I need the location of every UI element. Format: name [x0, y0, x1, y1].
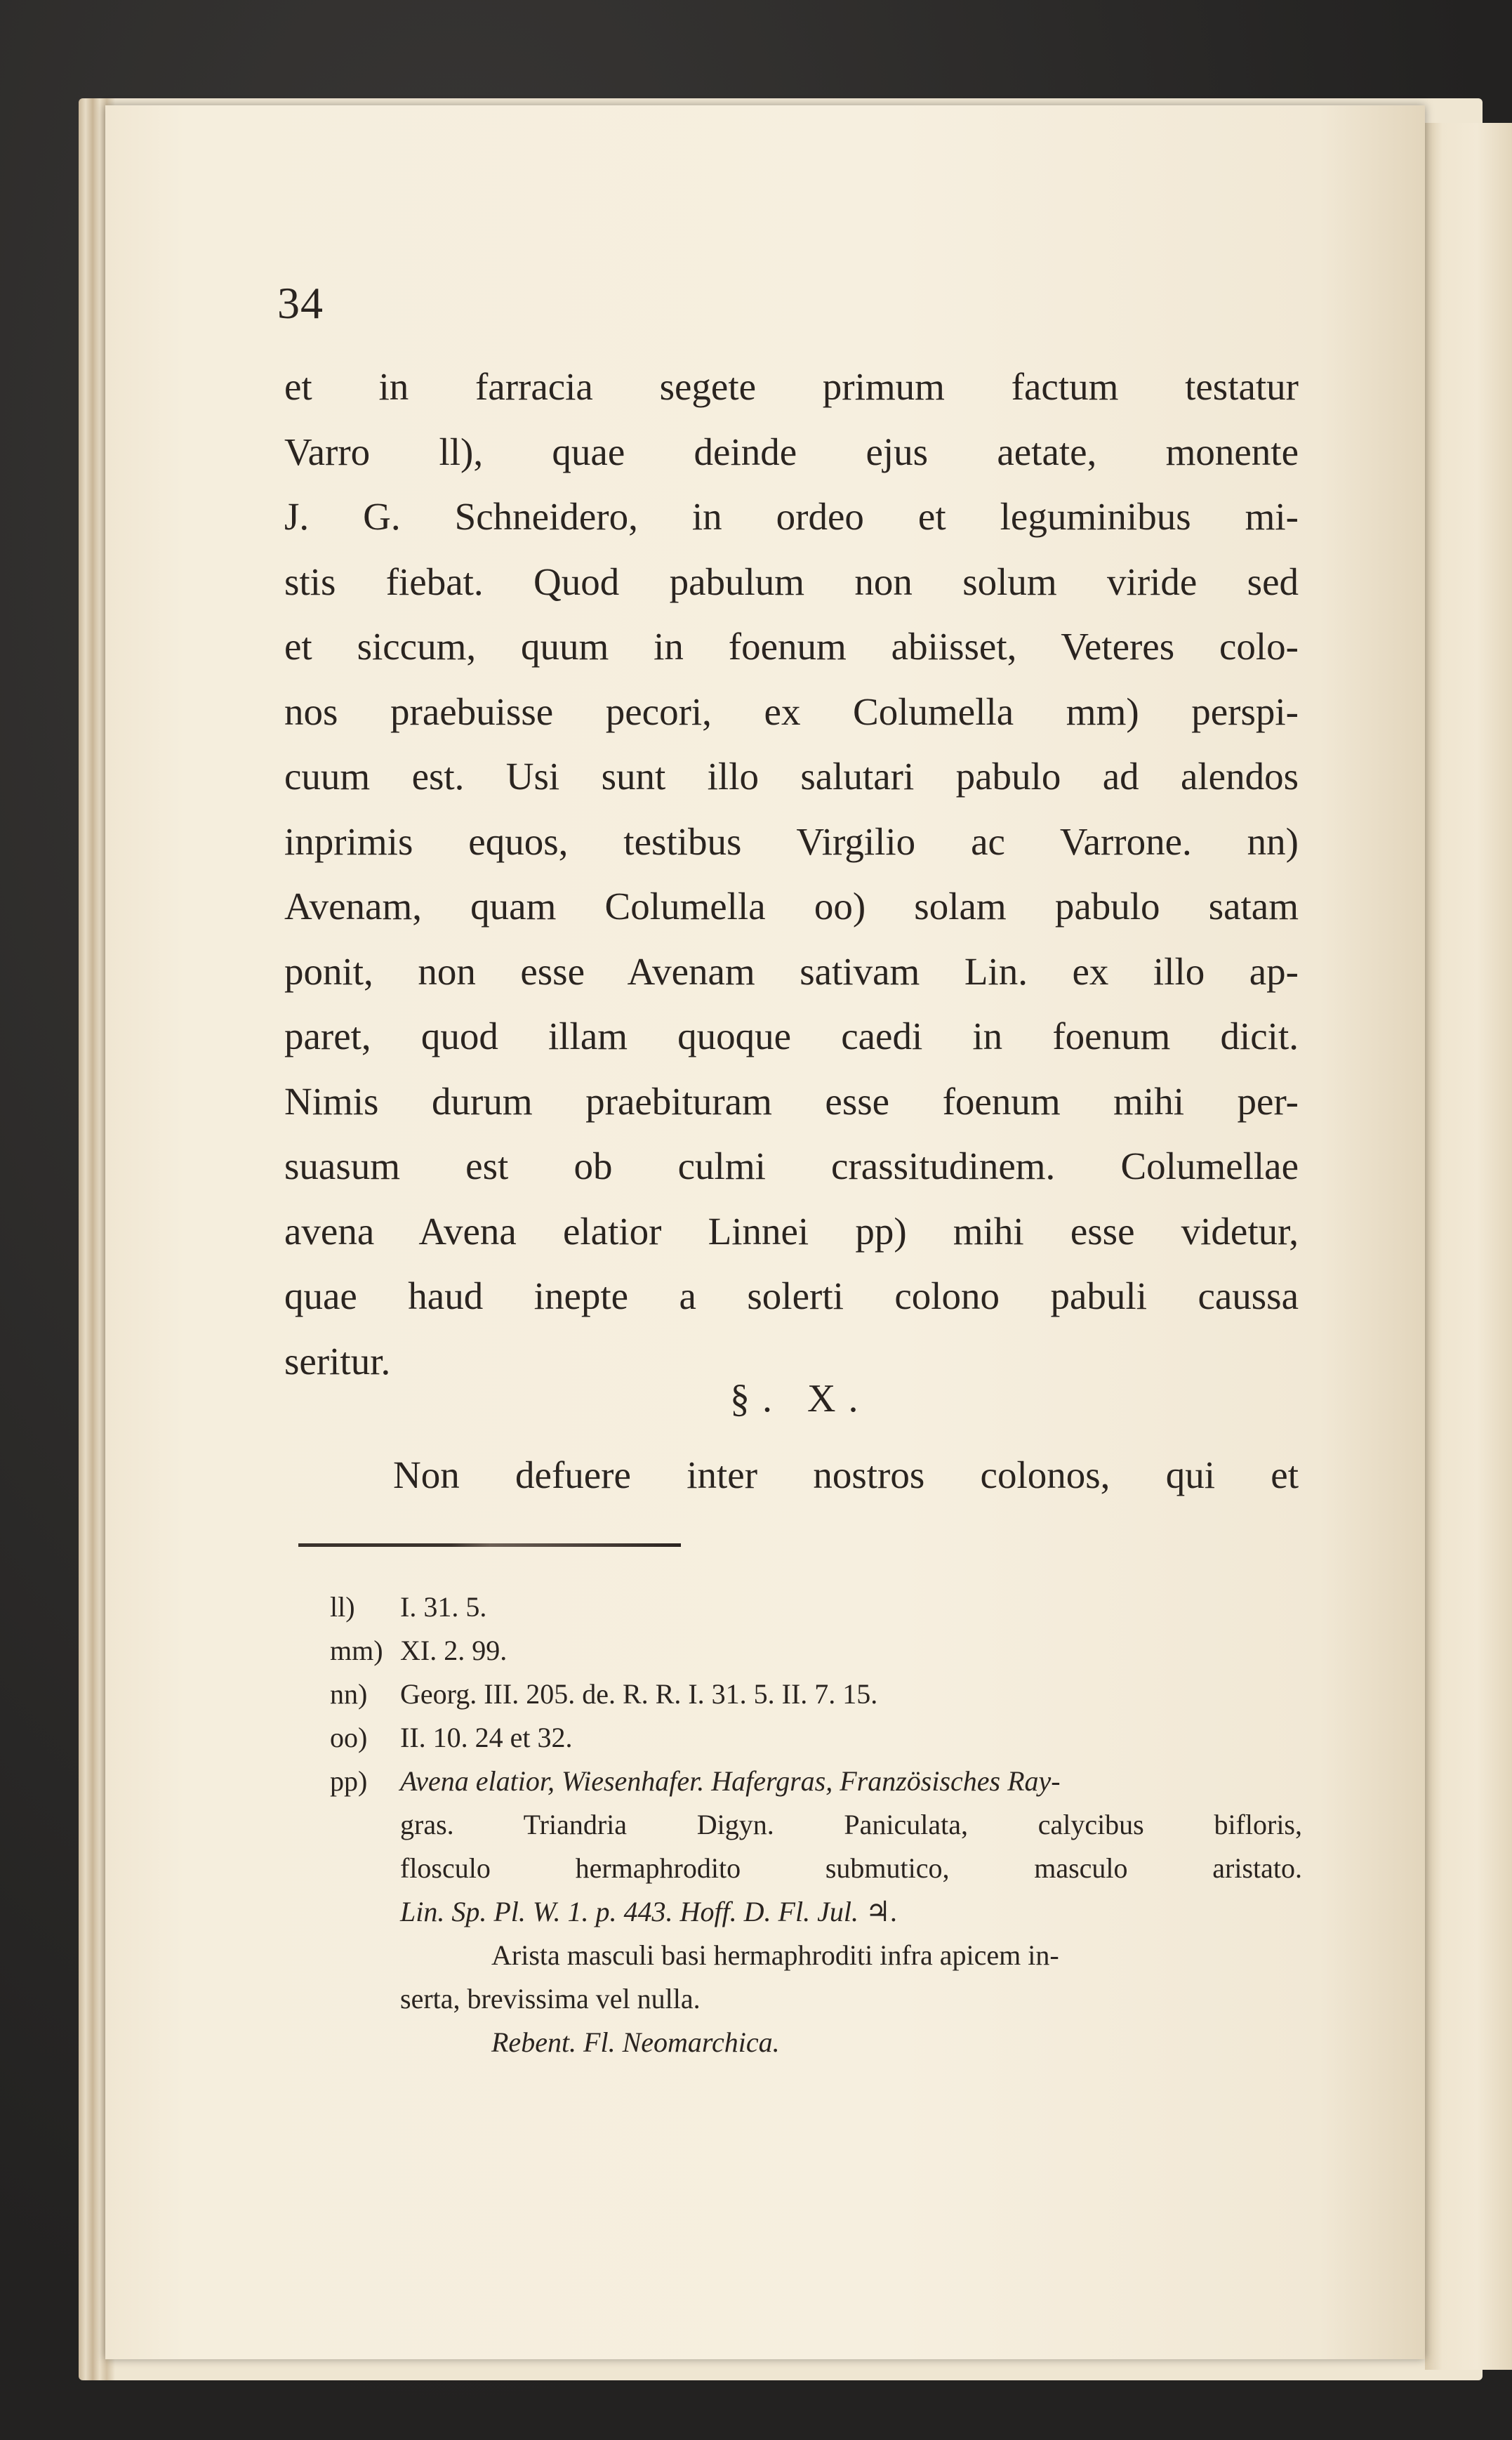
footnote-mark: nn)	[330, 1678, 368, 1710]
footnote-text: Avena elatior, Wiesenhafer. Hafergras, Französisches Ray-	[400, 1765, 1061, 1797]
text-line: Varro ll), quae deinde ejus aetate, monente	[284, 430, 1299, 473]
text-line: avena Avena elatior Linnei pp) mihi esse videtur,	[284, 1209, 1299, 1253]
footnote-mark: pp)	[330, 1765, 368, 1797]
text-line: stis fiebat. Quod pabulum non solum viride sed	[284, 560, 1299, 603]
text-line: ponit, non esse Avenam sativam Lin. ex illo ap-	[284, 949, 1299, 993]
page-number: 34	[277, 278, 324, 328]
text-line: seritur.	[284, 1339, 391, 1383]
text-line: et siccum, quum in foenum abiisset, Veteres colo-	[284, 625, 1299, 668]
text-line: suasum est ob culmi crassitudinem. Columellae	[284, 1145, 1299, 1187]
text-line: inprimis equos, testibus Virgilio ac Varrone. nn)	[284, 819, 1299, 863]
text-line: et in farracia segete primum factum testatur	[284, 365, 1299, 408]
footnote-nn	[330, 1673, 1302, 1716]
main-paragraph	[284, 355, 1299, 1394]
footnote-mm	[330, 1629, 1302, 1673]
text-line: cuum est. Usi sunt illo salutari pabulo ad alendos	[284, 755, 1299, 798]
footnotes	[330, 1585, 1302, 2064]
footnote-pp-line: flosculo hermaphrodito submutico, masculo aristato.	[400, 1852, 1302, 1884]
text-line: J. G. Schneidero, in ordeo et leguminibus mi-	[284, 495, 1299, 538]
text-line: paret, quod illam quoque caedi in foenum dicit.	[284, 1015, 1299, 1057]
text-line: Avenam, quam Columella oo) solam pabulo satam	[284, 885, 1299, 928]
footnote-pp-line: gras. Triandria Digyn. Paniculata, calycibus bifloris,	[400, 1809, 1302, 1840]
footnote-mark: mm)	[330, 1635, 383, 1666]
text-line: quae haud inepte a solerti colono pabuli caussa	[284, 1274, 1299, 1317]
footnote-pp-line: serta, brevissima vel nulla.	[400, 1983, 701, 2014]
next-page-edge	[1425, 123, 1512, 2370]
footnote-oo	[330, 1716, 1302, 1760]
footnote-text: I. 31. 5.	[400, 1591, 487, 1623]
footnote-pp-line: Rebent. Fl. Neomarchica.	[491, 2026, 780, 2058]
footnote-ll	[330, 1585, 1302, 1629]
section-heading: §. X.	[730, 1377, 871, 1420]
footnote-pp-line: Arista masculi basi hermaphroditi infra apicem in-	[491, 1939, 1059, 1971]
footnote-mark: ll)	[330, 1591, 355, 1623]
footnote-mark: oo)	[330, 1722, 368, 1753]
footnote-pp	[330, 1760, 1302, 1803]
text-line: Nimis durum praebituram esse foenum mihi per-	[284, 1079, 1299, 1123]
footnote-text: Georg. III. 205. de. R. R. I. 31. 5. II. 7. 15.	[400, 1678, 878, 1710]
footnote-text: XI. 2. 99.	[400, 1635, 508, 1666]
text-line: nos praebuisse pecori, ex Columella mm) perspi-	[284, 690, 1299, 733]
footnote-pp-line: Lin. Sp. Pl. W. 1. p. 443. Hoff. D. Fl. Jul. ♃.	[400, 1896, 898, 1927]
footnote-text: II. 10. 24 et 32.	[400, 1722, 573, 1753]
footnote-divider	[298, 1543, 681, 1547]
second-paragraph-line: Non defuere inter nostros colonos, qui et	[393, 1453, 1299, 1496]
